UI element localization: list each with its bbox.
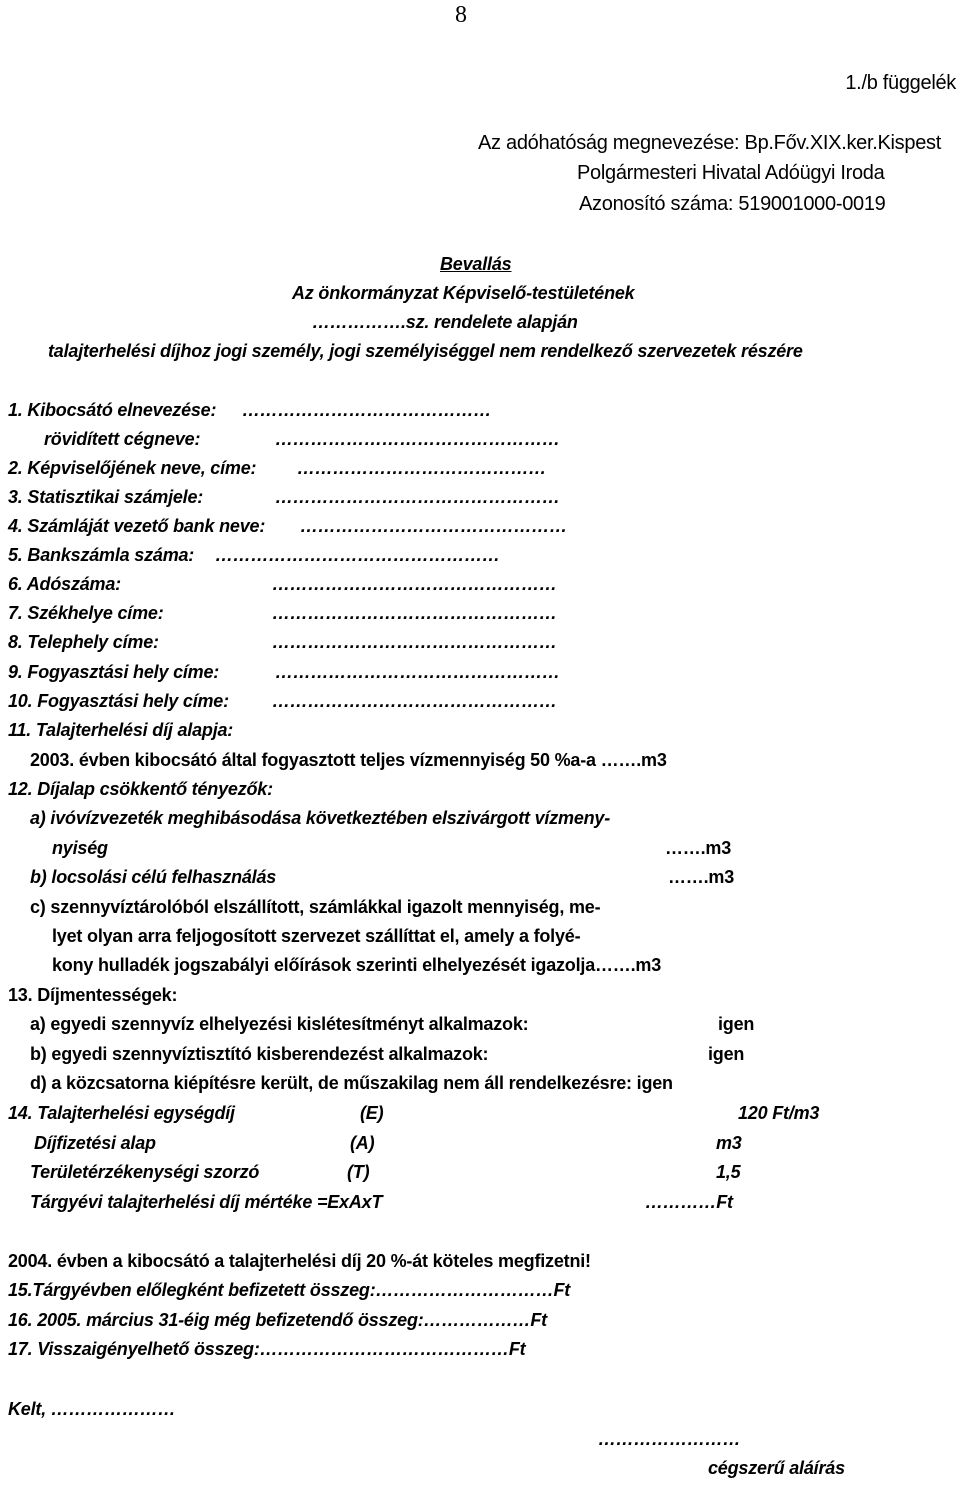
heading-line-4: talajterhelési díjhoz jogi személy, jogi személyiséggel nem rendelkező szervezetek részére	[48, 341, 803, 361]
fee-row-3-label: Területérzékenységi szorzó	[30, 1162, 260, 1182]
fee-row-2-symbol: (A)	[350, 1133, 375, 1153]
reduction-b-value: …….m3	[668, 867, 735, 887]
field-1b-dots: …………………………………………	[275, 429, 560, 449]
payment-15: 15.Tárgyévben előlegként befizetett összeg:…………………………Ft	[8, 1280, 571, 1300]
field-6-dots: …………………………………………	[272, 574, 557, 594]
exemption-b-label: b) egyedi szennyvíztisztító kisberendezést alkalmazok:	[30, 1044, 489, 1064]
signature-dots: ……………………	[598, 1429, 741, 1449]
field-2-label: 2. Képviselőjének neve, címe:	[8, 458, 257, 478]
payment-16: 16. 2005. március 31-éig még befizetendő összeg:………………Ft	[8, 1310, 547, 1330]
field-3-dots: …………………………………………	[275, 487, 560, 507]
field-5-dots: …………………………………………	[215, 545, 500, 565]
reduction-a-line-2: nyiség	[52, 838, 108, 858]
fee-row-3-value: 1,5	[716, 1162, 741, 1182]
field-11-basis: 2003. évben kibocsátó által fogyasztott teljes vízmennyiség 50 %a-a …….m3	[30, 750, 667, 770]
field-4-label: 4. Számláját vezető bank neve:	[8, 516, 266, 536]
authority-line-3: Azonosító száma: 519001000-0019	[579, 193, 886, 215]
heading-line-2: Az önkormányzat Képviselő-testületének	[292, 283, 635, 303]
fee-row-4-label: Tárgyévi talajterhelési díj mértéke =ExAxT	[30, 1192, 383, 1212]
fee-row-2-label: Díjfizetési alap	[34, 1133, 156, 1153]
declaration-title: Bevallás	[440, 254, 512, 274]
exemption-a-value: igen	[718, 1014, 755, 1034]
fee-row-1-label: 14. Talajterhelési egységdíj	[8, 1103, 235, 1123]
field-8-dots: …………………………………………	[272, 632, 557, 652]
field-5-label: 5. Bankszámla száma:	[8, 545, 195, 565]
appendix-label: 1./b függelék	[845, 72, 956, 94]
payment-notice: 2004. évben a kibocsátó a talajterhelési díj 20 %-át köteles megfizetni!	[8, 1251, 591, 1271]
reduction-c-line-3: kony hulladék jogszabályi előírások szerinti elhelyezését igazolja…….m3	[52, 955, 662, 975]
reductions-title: 12. Díjalap csökkentő tényezők:	[8, 779, 273, 799]
field-4-dots: ………………………………………	[300, 516, 568, 536]
heading-line-3: …………….sz. rendelete alapján	[312, 312, 578, 332]
field-11-label: 11. Talajterhelési díj alapja:	[8, 720, 234, 740]
field-6-label: 6. Adószáma:	[8, 574, 121, 594]
date-line: Kelt, …………………	[8, 1399, 176, 1419]
fee-row-4-value: …………Ft	[645, 1192, 733, 1212]
field-9-label: 9. Fogyasztási hely címe:	[8, 662, 220, 682]
exemption-b-value: igen	[708, 1044, 745, 1064]
page-number: 8	[455, 2, 467, 28]
authority-line-2: Polgármesteri Hivatal Adóügyi Iroda	[577, 162, 885, 184]
reduction-b-label: b) locsolási célú felhasználás	[30, 867, 277, 887]
field-2-dots: ……………………………………	[297, 458, 547, 478]
field-3-label: 3. Statisztikai számjele:	[8, 487, 204, 507]
reduction-a-value: …….m3	[665, 838, 732, 858]
exemption-d-label: d) a közcsatorna kiépítésre került, de műszakilag nem áll rendelkezésre: igen	[30, 1073, 673, 1093]
field-1b-label: rövidített cégneve:	[44, 429, 201, 449]
field-1-label: 1. Kibocsátó elnevezése:	[8, 400, 217, 420]
field-8-label: 8. Telephely címe:	[8, 632, 159, 652]
fee-row-1-symbol: (E)	[360, 1103, 384, 1123]
field-7-label: 7. Székhelye címe:	[8, 603, 164, 623]
fee-row-2-value: m3	[716, 1133, 742, 1153]
field-1-dots: ……………………………………	[242, 400, 492, 420]
reduction-c-line-2: lyet olyan arra feljogosított szervezet szállíttat el, amely a folyé-	[52, 926, 581, 946]
reduction-c-line-1: c) szennyvíztárolóból elszállított, számlákkal igazolt mennyiség, me-	[30, 897, 601, 917]
authority-line-1: Az adóhatóság megnevezése: Bp.Főv.XIX.ker.Kispest	[478, 132, 941, 154]
field-7-dots: …………………………………………	[272, 603, 557, 623]
field-9-dots: …………………………………………	[275, 662, 560, 682]
field-10-dots: …………………………………………	[272, 691, 557, 711]
field-10-label: 10. Fogyasztási hely címe:	[8, 691, 229, 711]
exemptions-title: 13. Díjmentességek:	[8, 985, 178, 1005]
signature-label: cégszerű aláírás	[708, 1458, 845, 1478]
exemption-a-label: a) egyedi szennyvíz elhelyezési kislétesítményt alkalmazok:	[30, 1014, 529, 1034]
reduction-a-line-1: a) ivóvízvezeték meghibásodása következtében elszivárgott vízmeny-	[30, 808, 611, 828]
fee-row-1-value: 120 Ft/m3	[738, 1103, 820, 1123]
payment-17: 17. Visszaigényelhető összeg:……………………………………Ft	[8, 1339, 526, 1359]
fee-row-3-symbol: (T)	[347, 1162, 370, 1182]
